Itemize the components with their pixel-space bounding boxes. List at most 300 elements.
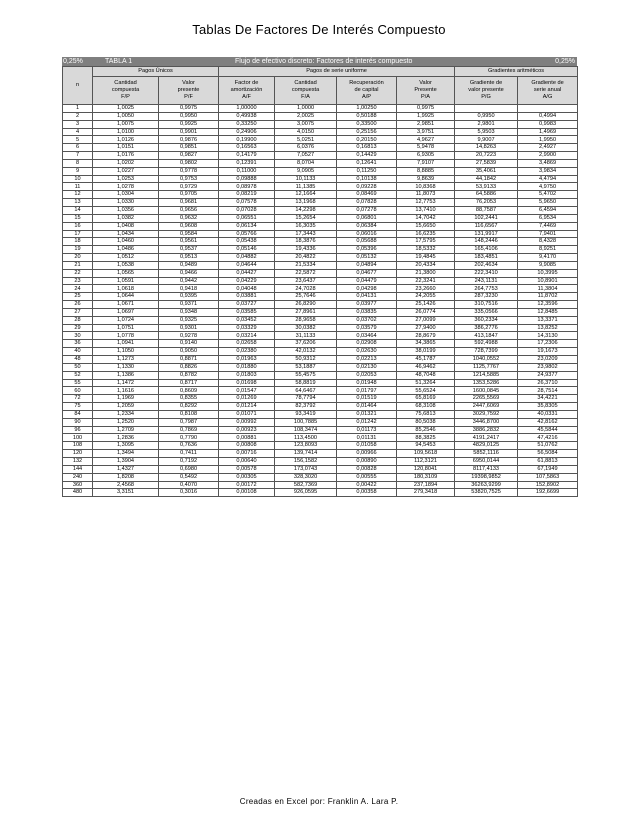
cell-pa: 279,3418	[397, 489, 455, 497]
cell-pg: 592,4988	[455, 340, 518, 348]
cell-af: 0,00881	[219, 434, 275, 442]
cell-fa: 108,3474	[275, 426, 337, 434]
cell-fp: 1,0227	[93, 167, 159, 175]
cell-ap: 0,00828	[337, 465, 397, 473]
cell-pa: 12,7753	[397, 199, 455, 207]
table-row	[63, 214, 578, 222]
cell-pa: 65,8169	[397, 395, 455, 403]
table-row	[63, 457, 578, 465]
cell-ag: 0,9983	[518, 120, 578, 128]
cell-pa: 38,0199	[397, 348, 455, 356]
cell-ag: 67,1949	[518, 465, 578, 473]
cell-fa: 328,3020	[275, 473, 337, 481]
cell-pg: 88,7587	[455, 206, 518, 214]
cell-fa: 21,5334	[275, 261, 337, 269]
cell-n: 1	[63, 105, 93, 113]
table-row	[63, 159, 578, 167]
cell-pf: 0,8717	[159, 379, 219, 387]
cell-pf: 0,9778	[159, 167, 219, 175]
cell-n: 132	[63, 457, 93, 465]
cell-fa: 18,3876	[275, 238, 337, 246]
cell-pg: 4191,2417	[455, 434, 518, 442]
cell-ap: 0,02213	[337, 356, 397, 364]
cell-fa: 1,0000	[275, 105, 337, 113]
table-row	[63, 348, 578, 356]
cell-n: 2	[63, 112, 93, 120]
table-row	[63, 450, 578, 458]
cell-af: 0,00305	[219, 473, 275, 481]
cell-pa: 34,3865	[397, 340, 455, 348]
table-row	[63, 395, 578, 403]
cell-ag: 8,9251	[518, 246, 578, 254]
cell-pa: 10,8368	[397, 183, 455, 191]
cell-ag: 107,5863	[518, 473, 578, 481]
cell-pa: 22,3241	[397, 277, 455, 285]
cell-pf: 0,7411	[159, 450, 219, 458]
cell-fa: 50,9312	[275, 356, 337, 364]
cell-ag: 13,8252	[518, 324, 578, 332]
cell-fp: 1,1969	[93, 395, 159, 403]
cell-pf: 0,7869	[159, 426, 219, 434]
cell-pg: 53820,7525	[455, 489, 518, 497]
cell-af: 0,24906	[219, 128, 275, 136]
cell-ag: 35,8305	[518, 403, 578, 411]
cell-pa: 5,9478	[397, 144, 455, 152]
cell-n: 75	[63, 403, 93, 411]
cell-pf: 0,7192	[159, 457, 219, 465]
cell-pa: 112,3121	[397, 457, 455, 465]
cell-ap: 0,01464	[337, 403, 397, 411]
cell-ag: 42,8162	[518, 418, 578, 426]
cell-n: 23	[63, 277, 93, 285]
cell-pf: 0,8782	[159, 371, 219, 379]
cell-ap: 0,04677	[337, 269, 397, 277]
cell-ag: 17,2306	[518, 340, 578, 348]
cell-fa: 926,0595	[275, 489, 337, 497]
cell-pg: 102,2441	[455, 214, 518, 222]
cell-pg: 14,8263	[455, 144, 518, 152]
table-row	[63, 222, 578, 230]
cell-af: 0,19900	[219, 136, 275, 144]
cell-af: 0,01698	[219, 379, 275, 387]
cell-n: 8	[63, 159, 93, 167]
cell-ap: 0,02053	[337, 371, 397, 379]
cell-n: 360	[63, 481, 93, 489]
table-row	[63, 324, 578, 332]
cell-ap: 0,06384	[337, 222, 397, 230]
cell-pg: 243,1131	[455, 277, 518, 285]
cell-pg: 183,4851	[455, 254, 518, 262]
cell-n: 108	[63, 442, 93, 450]
cell-fa: 19,4336	[275, 246, 337, 254]
table-row	[63, 112, 578, 120]
cell-pf: 0,9140	[159, 340, 219, 348]
footer-credit: Creadas en Excel por: Franklin A. Lara P.	[239, 797, 399, 806]
cell-fp: 1,0538	[93, 261, 159, 269]
cell-fp: 1,3904	[93, 457, 159, 465]
cell-n: 144	[63, 465, 93, 473]
cell-ap: 0,07828	[337, 199, 397, 207]
header-fp: Cantidad compuesta F/P	[93, 77, 159, 105]
cell-pf: 0,9537	[159, 246, 219, 254]
cell-af: 0,06551	[219, 214, 275, 222]
cell-af: 0,04048	[219, 285, 275, 293]
cell-fp: 1,8208	[93, 473, 159, 481]
cell-pf: 0,9050	[159, 348, 219, 356]
cell-ag: 26,3710	[518, 379, 578, 387]
cell-ap: 0,16813	[337, 144, 397, 152]
cell-fa: 7,0527	[275, 152, 337, 160]
cell-ag: 4,9750	[518, 183, 578, 191]
cell-ag: 0,4994	[518, 112, 578, 120]
cell-pf: 0,9802	[159, 159, 219, 167]
cell-pf: 0,9278	[159, 332, 219, 340]
cell-af: 0,07028	[219, 206, 275, 214]
table-row	[63, 356, 578, 364]
cell-pg: 1600,0845	[455, 387, 518, 395]
cell-pg: 76,2053	[455, 199, 518, 207]
cell-af: 0,49938	[219, 112, 275, 120]
cell-pg: 1214,5885	[455, 371, 518, 379]
cell-ap: 0,11250	[337, 167, 397, 175]
cell-n: 3	[63, 120, 93, 128]
cell-pa: 46,9462	[397, 363, 455, 371]
cell-ag: 28,7514	[518, 387, 578, 395]
cell-n: 4	[63, 128, 93, 136]
table-row	[63, 403, 578, 411]
table-number: TABLA 1	[105, 58, 133, 65]
cell-pf: 0,9466	[159, 269, 219, 277]
cell-pg: 131,9917	[455, 230, 518, 238]
cell-pg: 264,7753	[455, 285, 518, 293]
cell-fa: 123,8093	[275, 442, 337, 450]
cell-ag: 45,5844	[518, 426, 578, 434]
cell-pa: 109,5618	[397, 450, 455, 458]
cell-fp: 1,0408	[93, 222, 159, 230]
cell-ap: 0,04479	[337, 277, 397, 285]
table-row	[63, 293, 578, 301]
cell-pa: 51,3264	[397, 379, 455, 387]
cell-pf: 0,3016	[159, 489, 219, 497]
table-row	[63, 191, 578, 199]
cell-pf: 0,9513	[159, 254, 219, 262]
cell-fa: 26,8290	[275, 301, 337, 309]
cell-ap: 0,00966	[337, 450, 397, 458]
cell-pf: 0,9656	[159, 206, 219, 214]
cell-fa: 31,1133	[275, 332, 337, 340]
cell-af: 0,03881	[219, 293, 275, 301]
cell-ap: 0,05688	[337, 238, 397, 246]
cell-ap: 0,01948	[337, 379, 397, 387]
cell-n: 20	[63, 254, 93, 262]
cell-fa: 28,9658	[275, 316, 337, 324]
table-banner	[62, 57, 577, 66]
cell-fp: 1,0941	[93, 340, 159, 348]
cell-ag: 19,1673	[518, 348, 578, 356]
cell-fp: 1,0304	[93, 191, 159, 199]
cell-pf: 0,9561	[159, 238, 219, 246]
cell-n: 55	[63, 379, 93, 387]
cell-pa: 180,3109	[397, 473, 455, 481]
cell-n: 15	[63, 214, 93, 222]
cell-pf: 0,9632	[159, 214, 219, 222]
cell-ap: 0,01321	[337, 410, 397, 418]
cell-pg: 2,9801	[455, 120, 518, 128]
group-pagos-unicos: Pagos Únicos	[93, 67, 219, 77]
cell-pg: 36263,9299	[455, 481, 518, 489]
cell-n: 30	[63, 332, 93, 340]
cell-fp: 1,2836	[93, 434, 159, 442]
cell-pa: 0,9975	[397, 105, 455, 113]
cell-pf: 0,9681	[159, 199, 219, 207]
cell-ag: 152,8902	[518, 481, 578, 489]
cell-pf: 0,9925	[159, 120, 219, 128]
cell-pg: 9,9007	[455, 136, 518, 144]
cell-n: 12	[63, 191, 93, 199]
cell-pg: 202,4634	[455, 261, 518, 269]
cell-af: 0,04427	[219, 269, 275, 277]
cell-pf: 0,9851	[159, 144, 219, 152]
table-row	[63, 238, 578, 246]
cell-fp: 1,0100	[93, 128, 159, 136]
cell-ag: 51,0762	[518, 442, 578, 450]
cell-pg: 0,9950	[455, 112, 518, 120]
cell-ag: 9,9085	[518, 261, 578, 269]
cell-fp: 1,0356	[93, 206, 159, 214]
cell-af: 0,04229	[219, 277, 275, 285]
cell-pa: 94,5453	[397, 442, 455, 450]
interest-factor-table	[62, 66, 578, 497]
cell-pg: 335,0566	[455, 308, 518, 316]
cell-fp: 1,3494	[93, 450, 159, 458]
table-row	[63, 261, 578, 269]
cell-af: 0,01880	[219, 363, 275, 371]
cell-pg: 44,1842	[455, 175, 518, 183]
header-n: n	[63, 67, 93, 105]
cell-af: 0,00108	[219, 489, 275, 497]
table-row	[63, 128, 578, 136]
cell-fp: 1,0382	[93, 214, 159, 222]
cell-ap: 0,33500	[337, 120, 397, 128]
cell-ag: 12,3596	[518, 301, 578, 309]
cell-n: 36	[63, 340, 93, 348]
factor-table-sheet	[62, 57, 577, 497]
cell-ap: 0,05396	[337, 246, 397, 254]
cell-fp: 1,1050	[93, 348, 159, 356]
cell-ap: 0,04298	[337, 285, 397, 293]
cell-pf: 0,9753	[159, 175, 219, 183]
page-title: Tablas De Factores De Interés Compuesto	[192, 22, 446, 37]
cell-fp: 1,1472	[93, 379, 159, 387]
cell-pf: 0,8826	[159, 363, 219, 371]
cell-pf: 0,9442	[159, 277, 219, 285]
cell-fa: 11,1385	[275, 183, 337, 191]
table-row	[63, 199, 578, 207]
cell-pg: 2265,5569	[455, 395, 518, 403]
cell-fp: 1,0591	[93, 277, 159, 285]
cell-fp: 1,2059	[93, 403, 159, 411]
cell-pa: 80,5038	[397, 418, 455, 426]
cell-fa: 8,0704	[275, 159, 337, 167]
cell-fp: 1,0778	[93, 332, 159, 340]
cell-pg: 20,7223	[455, 152, 518, 160]
cell-af: 0,01803	[219, 371, 275, 379]
cell-fp: 1,0486	[93, 246, 159, 254]
cell-af: 0,03452	[219, 316, 275, 324]
cell-pf: 0,8871	[159, 356, 219, 364]
header-fa: Cantidad compuesta F/A	[275, 77, 337, 105]
cell-pg: 4829,0125	[455, 442, 518, 450]
cell-n: 28	[63, 316, 93, 324]
table-row	[63, 206, 578, 214]
table-row	[63, 254, 578, 262]
cell-ap: 0,00890	[337, 457, 397, 465]
cell-pg: 165,4106	[455, 246, 518, 254]
cell-pg: 27,5839	[455, 159, 518, 167]
table-row	[63, 175, 578, 183]
cell-af: 0,06134	[219, 222, 275, 230]
cell-fa: 582,7369	[275, 481, 337, 489]
header-pf: Valor presente P/F	[159, 77, 219, 105]
cell-fa: 100,7885	[275, 418, 337, 426]
cell-pg: 360,2334	[455, 316, 518, 324]
cell-n: 11	[63, 183, 93, 191]
cell-fp: 1,0025	[93, 105, 159, 113]
table-row	[63, 442, 578, 450]
cell-ag: 3,9834	[518, 167, 578, 175]
cell-n: 16	[63, 222, 93, 230]
cell-ap: 0,02130	[337, 363, 397, 371]
cell-pa: 1,9925	[397, 112, 455, 120]
cell-pf: 0,9876	[159, 136, 219, 144]
cell-ag: 3,4869	[518, 159, 578, 167]
cell-pg: 35,4061	[455, 167, 518, 175]
table-description: Flujo de efectivo discreto: Factores de interés compuesto	[235, 58, 413, 65]
cell-fa: 4,0150	[275, 128, 337, 136]
cell-pa: 85,2546	[397, 426, 455, 434]
cell-fp: 3,3151	[93, 489, 159, 497]
cell-pg: 222,3410	[455, 269, 518, 277]
cell-ap: 1,00250	[337, 105, 397, 113]
cell-ap: 0,07278	[337, 206, 397, 214]
cell-ap: 0,02908	[337, 340, 397, 348]
cell-af: 0,01214	[219, 403, 275, 411]
cell-af: 0,00172	[219, 481, 275, 489]
cell-fa: 20,4822	[275, 254, 337, 262]
cell-ap: 0,12641	[337, 159, 397, 167]
cell-pf: 0,9418	[159, 285, 219, 293]
cell-n: 14	[63, 206, 93, 214]
cell-fa: 58,8819	[275, 379, 337, 387]
cell-pg: 3029,7592	[455, 410, 518, 418]
cell-fa: 16,3035	[275, 222, 337, 230]
cell-ag: 7,4469	[518, 222, 578, 230]
cell-fa: 3,0075	[275, 120, 337, 128]
cell-pa: 45,1787	[397, 356, 455, 364]
table-row	[63, 465, 578, 473]
cell-pa: 14,7042	[397, 214, 455, 222]
cell-fp: 1,1616	[93, 387, 159, 395]
cell-pf: 0,6980	[159, 465, 219, 473]
cell-fp: 1,1273	[93, 356, 159, 364]
cell-fa: 93,3419	[275, 410, 337, 418]
cell-af: 0,14179	[219, 152, 275, 160]
cell-fa: 27,8961	[275, 308, 337, 316]
cell-fa: 37,6206	[275, 340, 337, 348]
cell-pg: 386,2776	[455, 324, 518, 332]
cell-pg: 5852,1116	[455, 450, 518, 458]
cell-af: 0,00578	[219, 465, 275, 473]
cell-ap: 0,01519	[337, 395, 397, 403]
cell-af: 0,01547	[219, 387, 275, 395]
table-row	[63, 489, 578, 497]
cell-pg: 1125,7767	[455, 363, 518, 371]
cell-ap: 0,01797	[337, 387, 397, 395]
cell-pf: 0,9489	[159, 261, 219, 269]
cell-af: 0,01071	[219, 410, 275, 418]
cell-af: 0,00808	[219, 442, 275, 450]
cell-fa: 6,0376	[275, 144, 337, 152]
cell-n: 5	[63, 136, 93, 144]
cell-n: 60	[63, 387, 93, 395]
table-row	[63, 144, 578, 152]
cell-n: 18	[63, 238, 93, 246]
cell-ap: 0,01131	[337, 434, 397, 442]
header-pa: Valor Presente P/A	[397, 77, 455, 105]
cell-n: 7	[63, 152, 93, 160]
cell-af: 0,11000	[219, 167, 275, 175]
table-row	[63, 277, 578, 285]
cell-ag: 12,8485	[518, 308, 578, 316]
cell-pa: 237,1894	[397, 481, 455, 489]
cell-pf: 0,8108	[159, 410, 219, 418]
cell-pf: 0,9729	[159, 183, 219, 191]
cell-ag	[518, 105, 578, 113]
cell-af: 0,03214	[219, 332, 275, 340]
cell-fa: 78,7794	[275, 395, 337, 403]
cell-fa: 82,3792	[275, 403, 337, 411]
cell-pg: 2447,6069	[455, 403, 518, 411]
cell-fa: 13,1968	[275, 199, 337, 207]
cell-af: 0,03585	[219, 308, 275, 316]
cell-pf: 0,9901	[159, 128, 219, 136]
cell-af: 0,03727	[219, 301, 275, 309]
cell-fa: 173,0743	[275, 465, 337, 473]
cell-af: 0,07578	[219, 199, 275, 207]
cell-n: 13	[63, 199, 93, 207]
cell-n: 17	[63, 230, 93, 238]
cell-af: 0,08219	[219, 191, 275, 199]
cell-ag: 5,4702	[518, 191, 578, 199]
cell-ag: 4,4794	[518, 175, 578, 183]
cell-ap: 0,25156	[337, 128, 397, 136]
table-row	[63, 316, 578, 324]
table-row	[63, 230, 578, 238]
cell-ap: 0,03835	[337, 308, 397, 316]
cell-ag: 56,5084	[518, 450, 578, 458]
cell-af: 0,03329	[219, 324, 275, 332]
cell-af: 0,04882	[219, 254, 275, 262]
cell-pg: 1040,0552	[455, 356, 518, 364]
cell-ap: 0,04894	[337, 261, 397, 269]
cell-pg: 3886,2832	[455, 426, 518, 434]
cell-pf: 0,8355	[159, 395, 219, 403]
table-body	[63, 105, 578, 497]
cell-n: 9	[63, 167, 93, 175]
cell-n: 240	[63, 473, 93, 481]
table-row	[63, 473, 578, 481]
cell-n: 72	[63, 395, 93, 403]
